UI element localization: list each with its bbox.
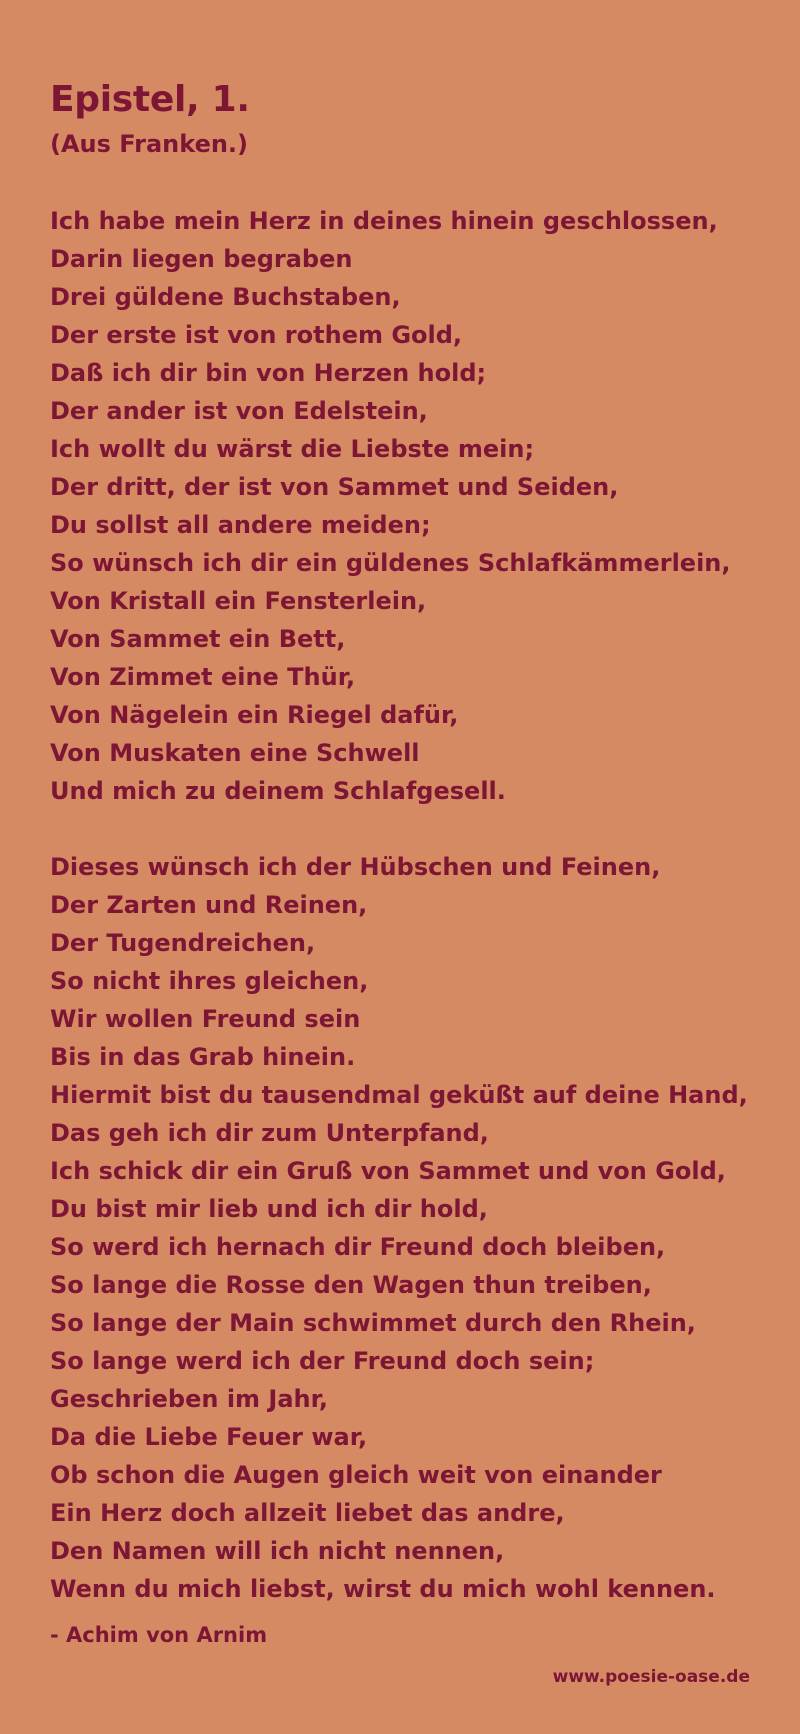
poem-line: Das geh ich dir zum Unterpfand, (50, 1119, 489, 1147)
poem-line: Der dritt, der ist von Sammet und Seiden, (50, 473, 619, 501)
stanza-1 (50, 202, 770, 810)
poem-body (50, 202, 770, 1608)
poem-line: Von Kristall ein Fensterlein, (50, 587, 427, 615)
poem-line: Den Namen will ich nicht nennen, (50, 1537, 505, 1565)
poem-title: Epistel, 1. (50, 79, 250, 121)
poem-line: Hiermit bist du tausendmal geküßt auf deine Hand, (50, 1081, 748, 1109)
poem-author: - Achim von Arnim (50, 1623, 268, 1647)
poem-line: Drei güldene Buchstaben, (50, 283, 401, 311)
poem-line: So lange die Rosse den Wagen thun treiben, (50, 1271, 652, 1299)
poem-line: Ich schick dir ein Gruß von Sammet und von Gold, (50, 1157, 726, 1185)
poem-line: Von Nägelein ein Riegel dafür, (50, 701, 459, 729)
poem-line: Der ander ist von Edelstein, (50, 397, 428, 425)
poem-line: Ich habe mein Herz in deines hinein geschlossen, (50, 207, 718, 235)
poem-line: Von Zimmet eine Thür, (50, 663, 356, 691)
poem-line: Der Tugendreichen, (50, 929, 316, 957)
stanza-2 (50, 848, 770, 1608)
poem-line: So lange werd ich der Freund doch sein; (50, 1347, 595, 1375)
poem-line: So wünsch ich dir ein güldenes Schlafkämmerlein, (50, 549, 731, 577)
poem-line: Darin liegen begraben (50, 245, 353, 273)
poem-line: Geschrieben im Jahr, (50, 1385, 329, 1413)
poem-line: Dieses wünsch ich der Hübschen und Feinen, (50, 853, 661, 881)
website-link[interactable]: www.poesie-oase.de (552, 1667, 750, 1687)
poem-line: Bis in das Grab hinein. (50, 1043, 356, 1071)
poem-line: Du bist mir lieb und ich dir hold, (50, 1195, 488, 1223)
poem-line: Wenn du mich liebst, wirst du mich wohl kennen. (50, 1575, 716, 1603)
poem-line: Ein Herz doch allzeit liebet das andre, (50, 1499, 565, 1527)
poem-subtitle: (Aus Franken.) (50, 130, 249, 158)
poem-line: Wir wollen Freund sein (50, 1005, 361, 1033)
poem-line: Der erste ist von rothem Gold, (50, 321, 463, 349)
poem-line: So werd ich hernach dir Freund doch bleiben, (50, 1233, 666, 1261)
poem-line: Der Zarten und Reinen, (50, 891, 368, 919)
poem-line: Daß ich dir bin von Herzen hold; (50, 359, 487, 387)
poem-line: Von Muskaten eine Schwell (50, 739, 420, 767)
poem-line: Ich wollt du wärst die Liebste mein; (50, 435, 535, 463)
poem-line: So lange der Main schwimmet durch den Rhein, (50, 1309, 696, 1337)
poem-line: Von Sammet ein Bett, (50, 625, 346, 653)
poem-line: Da die Liebe Feuer war, (50, 1423, 368, 1451)
poem-line: Und mich zu deinem Schlafgesell. (50, 777, 506, 805)
poem-line: So nicht ihres gleichen, (50, 967, 369, 995)
poem-line: Du sollst all andere meiden; (50, 511, 431, 539)
poem-line: Ob schon die Augen gleich weit von einander (50, 1461, 662, 1489)
